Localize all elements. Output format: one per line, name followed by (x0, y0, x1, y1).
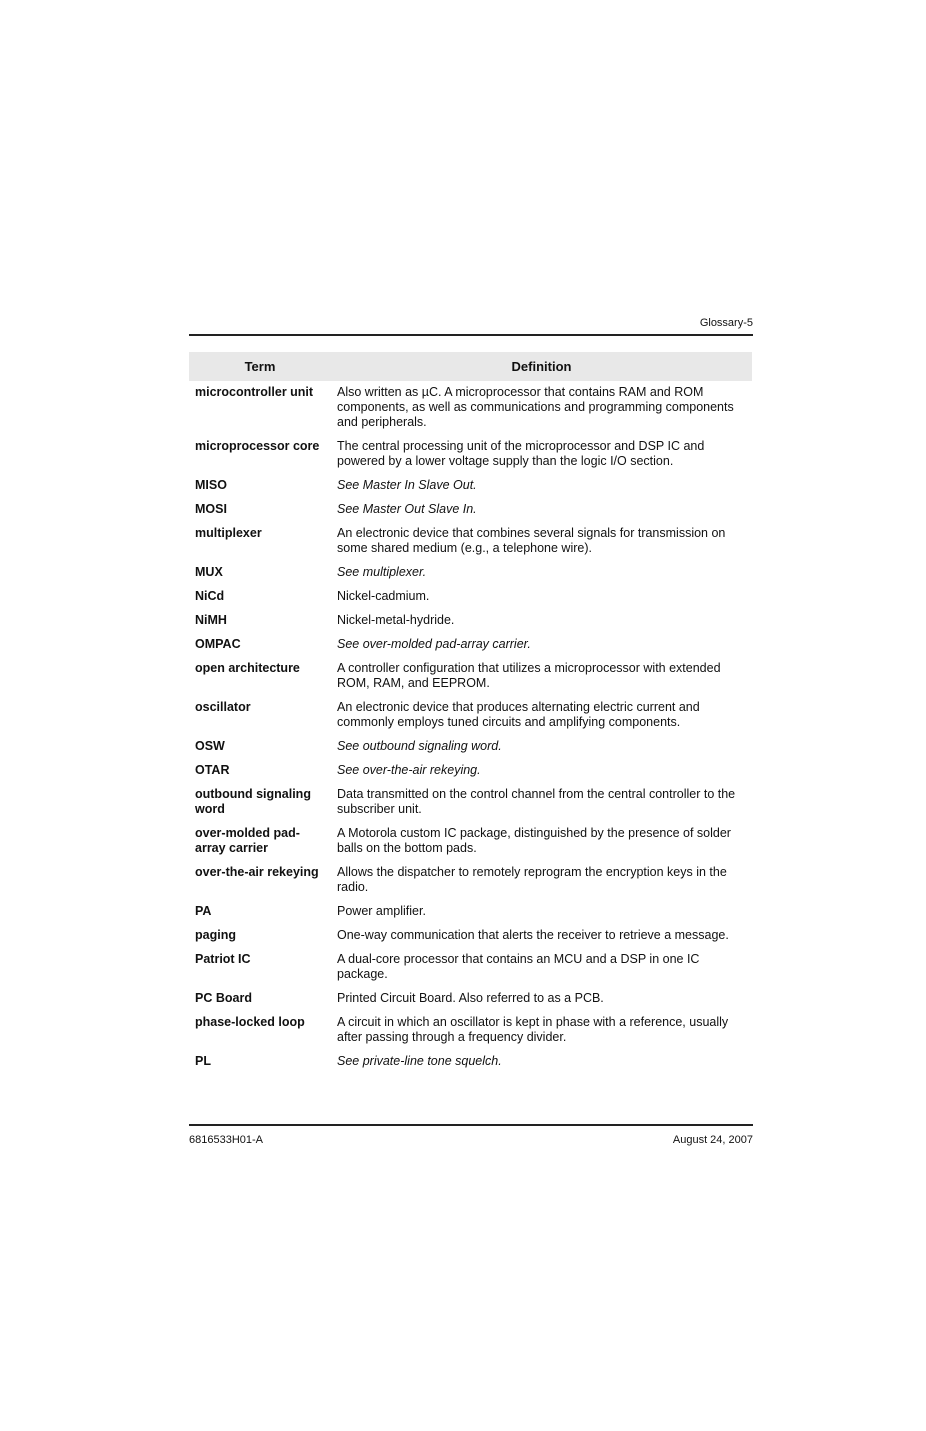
glossary-definition: An electronic device that produces alternating electric current and commonly employs tuned circuits and amplifying components. (337, 700, 700, 729)
glossary-term: PL (195, 1054, 211, 1068)
glossary-definition: Printed Circuit Board. Also referred to as a PCB. (337, 991, 604, 1005)
table-row (189, 634, 752, 658)
glossary-term: over-molded pad-array carrier (195, 826, 300, 855)
glossary-definition: Nickel-cadmium. (337, 589, 430, 603)
glossary-definition: See Master Out Slave In. (337, 502, 477, 516)
glossary-term: NiCd (195, 589, 225, 603)
glossary-definition: A circuit in which an oscillator is kept in phase with a reference, usually after passing through a frequency divider. (337, 1015, 729, 1044)
glossary-definition: One-way communication that alerts the receiver to retrieve a message. (337, 928, 729, 942)
table-row (189, 475, 752, 499)
column-header-term: Term (189, 352, 331, 381)
table-row (189, 1012, 752, 1051)
document-number: 6816533H01-A (189, 1134, 264, 1146)
glossary-definition: An electronic device that combines several signals for transmission on some shared medium (e.g., a telephone wire). (337, 526, 726, 555)
table-header-row (189, 352, 752, 381)
glossary-term: oscillator (195, 700, 251, 714)
glossary-definition: See over-molded pad-array carrier. (337, 637, 531, 651)
glossary-body (189, 381, 752, 1075)
table-row (189, 862, 752, 901)
glossary-term: outbound signaling word (195, 787, 311, 816)
glossary-term: MOSI (195, 502, 227, 516)
table-row (189, 784, 752, 823)
glossary-definition: The central processing unit of the microprocessor and DSP IC and powered by a lower voltage supply than the logic I/O section. (337, 439, 705, 468)
glossary-term: microcontroller unit (195, 385, 314, 399)
glossary-definition: See over-the-air rekeying. (337, 763, 481, 777)
glossary-definition: Nickel-metal-hydride. (337, 613, 455, 627)
glossary-term: MISO (195, 478, 227, 492)
glossary-definition: A dual-core processor that contains an MCU and a DSP in one IC package. (337, 952, 700, 981)
table-row (189, 586, 752, 610)
glossary-definition: Data transmitted on the control channel from the central controller to the subscriber unit. (337, 787, 736, 816)
glossary-term: OSW (195, 739, 225, 753)
table-row (189, 436, 752, 475)
glossary-table (189, 352, 752, 1075)
glossary-term: over-the-air rekeying (195, 865, 319, 879)
table-row (189, 823, 752, 862)
table-row (189, 760, 752, 784)
publication-date: August 24, 2007 (672, 1134, 753, 1146)
glossary-term: PA (195, 904, 212, 918)
glossary-definition: See multiplexer. (337, 565, 427, 579)
glossary-term: microprocessor core (195, 439, 320, 453)
glossary-definition: A Motorola custom IC package, distinguished by the presence of solder balls on the bottom pads. (337, 826, 731, 855)
glossary-definition: A controller configuration that utilizes a microprocessor with extended ROM, RAM, and EEPROM. (337, 661, 721, 690)
table-row (189, 562, 752, 586)
table-row (189, 381, 752, 436)
glossary-term: phase-locked loop (195, 1015, 305, 1029)
column-header-definition: Definition (331, 352, 752, 381)
glossary-definition: See outbound signaling word. (337, 739, 502, 753)
glossary-term: OMPAC (195, 637, 241, 651)
table-row (189, 949, 752, 988)
glossary-term: paging (195, 928, 236, 942)
glossary-definition: See Master In Slave Out. (337, 478, 477, 492)
glossary-definition: Allows the dispatcher to remotely reprogram the encryption keys in the radio. (337, 865, 727, 894)
table-row (189, 610, 752, 634)
table-row (189, 736, 752, 760)
table-row (189, 697, 752, 736)
table-row (189, 658, 752, 697)
glossary-definition: See private-line tone squelch. (337, 1054, 502, 1068)
table-row (189, 901, 752, 925)
glossary-term: Patriot IC (195, 952, 251, 966)
table-row (189, 925, 752, 949)
table-row (189, 988, 752, 1012)
glossary-term: open architecture (195, 661, 300, 675)
glossary-definition: Power amplifier. (337, 904, 426, 918)
page-label: Glossary-5 (699, 317, 753, 329)
glossary-term: multiplexer (195, 526, 262, 540)
page-footer (189, 1124, 753, 1150)
table-row (189, 1051, 752, 1075)
page-header (189, 316, 753, 336)
glossary-term: MUX (195, 565, 223, 579)
glossary-term: OTAR (195, 763, 230, 777)
glossary-definition: Also written as µC. A microprocessor that contains RAM and ROM components, as well as communications and programming components and peripherals. (337, 385, 734, 429)
glossary-term: NiMH (195, 613, 227, 627)
glossary-term: PC Board (195, 991, 252, 1005)
table-row (189, 499, 752, 523)
table-row (189, 523, 752, 562)
